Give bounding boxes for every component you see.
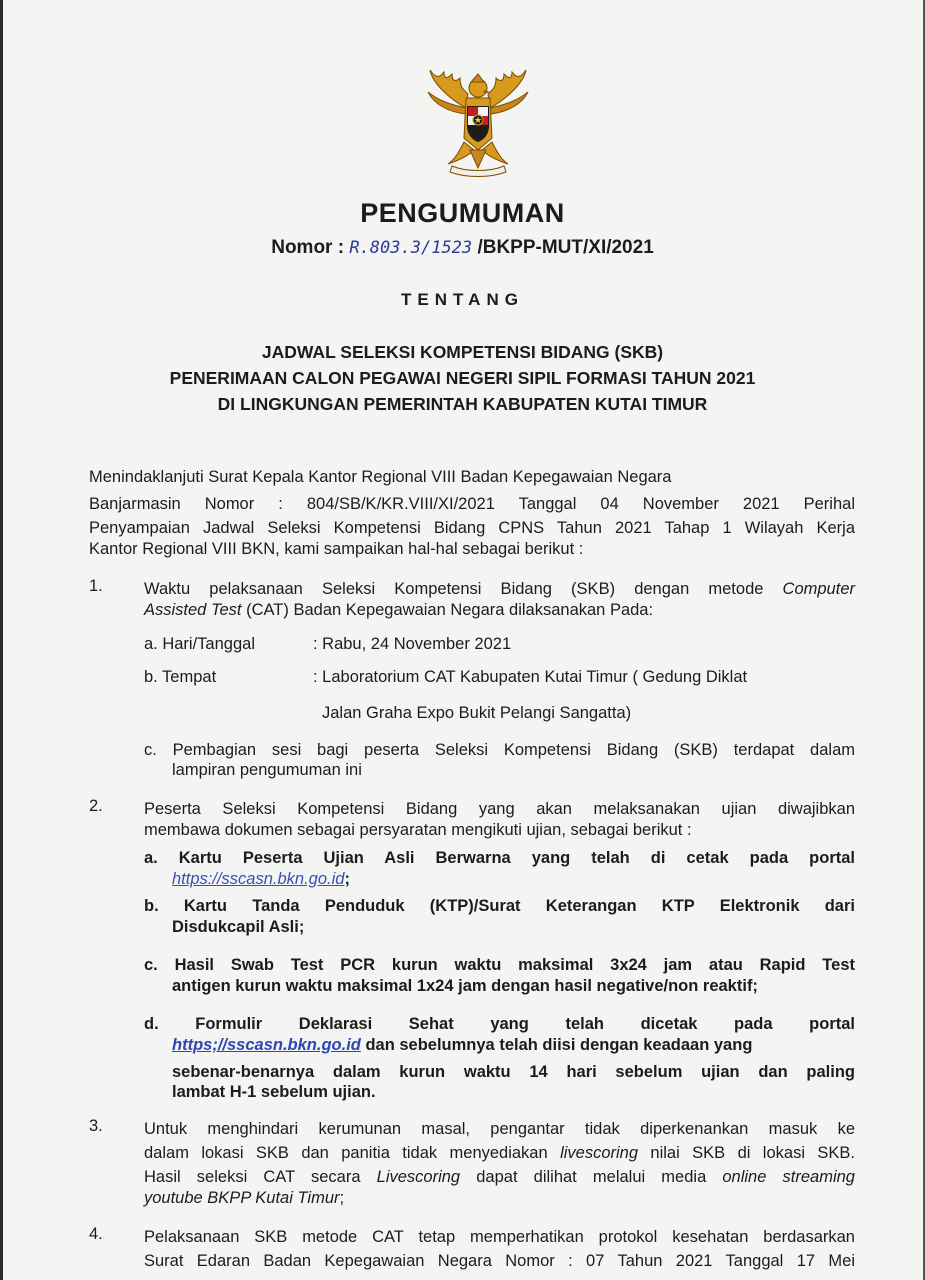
item3-line: Untuk menghindari kerumunan masal, pengantar tidak diperkenankan masuk ke [144, 1120, 855, 1138]
item2-d-line: sebenar-benarnya dalam kurun waktu 14 hari sebelum ujian dan paling [172, 1063, 855, 1081]
item2-d-line: https;//sscasn.bkn.go.id dan sebelumnya telah diisi dengan keadaan yang [172, 1036, 753, 1054]
item2-c-line: antigen kurun waktu maksimal 1x24 jam dengan hasil negative/non reaktif; [172, 977, 758, 995]
sscasn-link[interactable]: https;//sscasn.bkn.go.id [172, 1036, 361, 1054]
item1-b-value-cont: Jalan Graha Expo Bukit Pelangi Sangatta) [322, 704, 632, 722]
list-number: 1. [89, 577, 103, 595]
list-number: 4. [89, 1225, 103, 1243]
item2-a-line: https://sscasn.bkn.go.id; [172, 870, 350, 888]
item4-line: Surat Edaran Badan Kepegawaian Negara Nomor : 07 Tahun 2021 Tanggal 17 Mei [144, 1252, 855, 1270]
nomor-suffix: /BKPP-MUT/XI/2021 [477, 237, 654, 258]
garuda-emblem-icon [418, 68, 538, 180]
item1-line: Waktu pelaksanaan Seleksi Kompetensi Bidang (SKB) dengan metode Computer [144, 580, 855, 598]
item2-b-line: Disdukcapil Asli; [172, 918, 305, 936]
page-edge-left [0, 0, 3, 1280]
item3-line: Hasil seleksi CAT secara Livescoring dapat dilihat melalui media online streaming [144, 1168, 855, 1186]
intro-line: Banjarmasin Nomor : 804/SB/K/KR.VIII/XI/2021 Tanggal 04 November 2021 Perihal [89, 495, 855, 513]
subject-line: PENERIMAAN CALON PEGAWAI NEGERI SIPIL FORMASI TAHUN 2021 [169, 368, 756, 388]
nomor-handwritten: R.803.3/1523 [349, 238, 473, 258]
list-number: 3. [89, 1117, 103, 1135]
item1-c-line: lampiran pengumuman ini [172, 761, 362, 779]
item2-c-line: c. Hasil Swab Test PCR kurun waktu maksimal 3x24 jam atau Rapid Test [144, 956, 855, 974]
item1-b-label: b. Tempat [144, 668, 217, 686]
intro-line: Menindaklanjuti Surat Kepala Kantor Regional VIII Badan Kepegawaian Negara [89, 468, 672, 486]
subject-line: DI LINGKUNGAN PEMERINTAH KABUPATEN KUTAI TIMUR [217, 394, 708, 414]
item2-b-line: b. Kartu Tanda Penduduk (KTP)/Surat Keterangan KTP Elektronik dari [144, 897, 855, 915]
item2-a-line: a. Kartu Peserta Ujian Asli Berwarna yang telah di cetak pada portal [144, 849, 855, 867]
item1-b-value: : Laboratorium CAT Kabupaten Kutai Timur ( Gedung Diklat [313, 668, 748, 686]
item3-line: youtube BKPP Kutai Timur; [144, 1189, 345, 1207]
page-title: PENGUMUMAN [360, 198, 565, 228]
item2-line: membawa dokumen sebagai persyaratan mengikuti ujian, sebagai berikut : [144, 821, 692, 839]
item2-line: Peserta Seleksi Kompetensi Bidang yang akan melaksanakan ujian diwajibkan [144, 800, 855, 818]
intro-line: Kantor Regional VIII BKN, kami sampaikan hal-hal sebagai berikut : [89, 540, 584, 558]
item3-line: dalam lokasi SKB dan panitia tidak menyediakan livescoring nilai SKB di lokasi SKB. [144, 1144, 855, 1162]
document-number [0, 237, 925, 259]
item1-a-value: : Rabu, 24 November 2021 [313, 635, 512, 653]
intro-line: Penyampaian Jadwal Seleksi Kompetensi Bidang CPNS Tahun 2021 Tahap 1 Wilayah Kerja [89, 519, 855, 537]
item1-c-line: c. Pembagian sesi bagi peserta Seleksi Kompetensi Bidang (SKB) terdapat dalam [144, 741, 855, 759]
tentang-heading: TENTANG [401, 290, 524, 309]
item1-line: Assisted Test (CAT) Badan Kepegawaian Negara dilaksanakan Pada: [144, 601, 654, 619]
item4-line: Pelaksanaan SKB metode CAT tetap memperhatikan protokol kesehatan berdasarkan [144, 1228, 855, 1246]
nomor-label: Nomor : [271, 237, 345, 258]
item2-d-line: d. Formulir Deklarasi Sehat yang telah dicetak pada portal [144, 1015, 855, 1033]
subject-line: JADWAL SELEKSI KOMPETENSI BIDANG (SKB) [261, 342, 664, 362]
list-number: 2. [89, 797, 103, 815]
sscasn-link[interactable]: https://sscasn.bkn.go.id [172, 870, 345, 888]
item1-a-label: a. Hari/Tanggal [144, 635, 255, 653]
item2-d-line: lambat H-1 sebelum ujian. [172, 1083, 376, 1101]
